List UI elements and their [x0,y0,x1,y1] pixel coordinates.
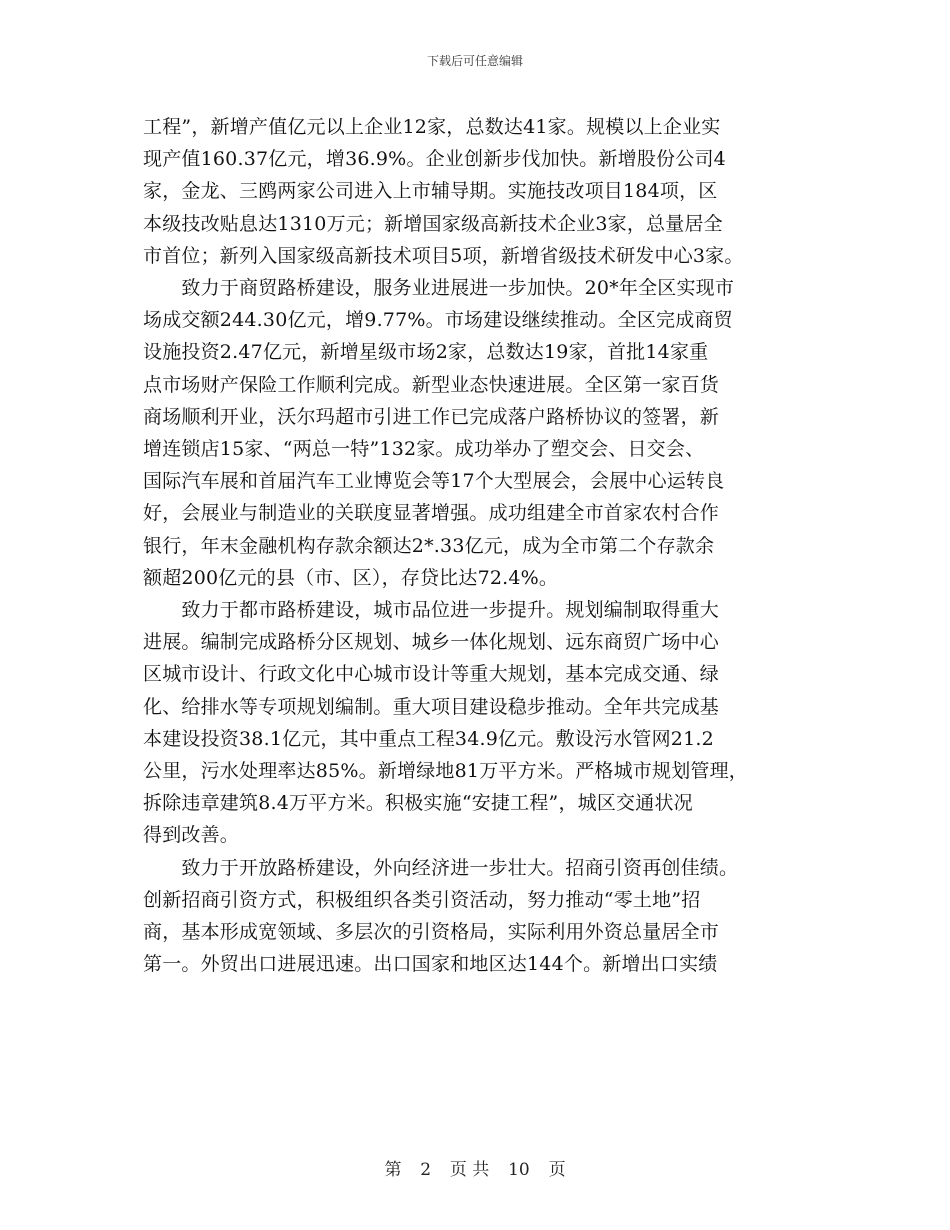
text-line: 致力于商贸路桥建设，服务业进展进一步加快。20*年全区实现市 [143,277,735,300]
text-line: 第一。外贸出口进展迅速。出口国家和地区达144个。新增出口实绩 [143,953,718,976]
paragraph-industry [143,111,813,272]
footer-middle: 页 共 [449,1160,490,1180]
text-line: 额超200亿元的县（市、区），存贷比达72.4%。 [143,566,559,589]
paragraph-opening [143,852,813,981]
text-line: 得到改善。 [143,824,240,847]
text-line: 市首位；新列入国家级高新技术项目5项，新增省级技术研发中心3家。 [143,244,744,267]
text-line: 现产值160.37亿元，增36.9%。企业创新步伐加快。新增股份公司4 [143,148,726,171]
text-line: 创新招商引资方式，积极组织各类引资活动，努力推动“零土地”招 [143,888,701,911]
text-line: 区城市设计、行政文化中心城市设计等重大规划，基本完成交通、绿 [143,663,720,686]
text-line: 国际汽车展和首届汽车工业博览会等17个大型展会，会展中心运转良 [143,470,725,493]
text-line: 化、给排水等专项规划编制。重大项目建设稳步推动。全年共完成基 [143,695,720,718]
text-line: 好，会展业与制造业的关联度显著增强。成功组建全市首家农村合作 [143,502,720,525]
text-line: 本建设投资38.1亿元，其中重点工程34.9亿元。敷设污水管网21.2 [143,727,714,750]
text-line: 家，金龙、三鸥两家公司进入上市辅导期。实施技改项目184项，区 [143,180,718,203]
text-line: 银行，年末金融机构存款余额达2*.33亿元，成为全市第二个存款余 [143,534,715,557]
text-line: 点市场财产保险工作顺利完成。新型业态快速进展。全区第一家百货 [143,373,720,396]
body-text [143,111,813,980]
text-line: 拆除违章建筑8.4万平方米。积极实施“安捷工程”，城区交通状况 [143,792,693,815]
page-footer [0,1155,950,1180]
text-line: 工程”，新增产值亿元以上企业12家，总数达41家。规模以上企业实 [143,116,721,138]
paragraph-commerce [143,272,813,594]
text-line: 致力于开放路桥建设，外向经济进一步壮大。招商引资再创佳绩。 [143,856,739,879]
footer-suffix: 页 [548,1160,566,1180]
text-line: 进展。编制完成路桥分区规划、城乡一体化规划、远东商贸广场中心 [143,631,720,654]
text-line: 商，基本形成宽领域、多层次的引资格局，实际利用外资总量居全市 [143,921,720,944]
paragraph-urban [143,594,813,852]
text-line: 设施投资2.47亿元，新增星级市场2家，总数达19家，首批14家重 [143,341,709,364]
footer-prefix: 第 [384,1160,402,1180]
page-header: 下载后可任意编辑 [426,54,523,68]
text-line: 致力于都市路桥建设，城市品位进一步提升。规划编制取得重大 [143,599,720,622]
text-line: 公里，污水处理率达85%。新增绿地81万平方米。严格城市规划管理， [143,760,749,783]
total-pages-number: 10 [508,1160,530,1180]
text-line: 场成交额244.30亿元，增9.77%。市场建设继续推动。全区完成商贸 [143,309,733,332]
current-page-number: 2 [420,1160,432,1180]
text-line: 本级技改贴息达1310万元；新增国家级高新技术企业3家，总量居全 [143,212,723,235]
text-line: 增连锁店15家、“两总一特”132家。成功举办了塑交会、日交会、 [143,438,705,461]
text-line: 商场顺利开业，沃尔玛超市引进工作已完成落户路桥协议的签署，新 [143,405,720,428]
